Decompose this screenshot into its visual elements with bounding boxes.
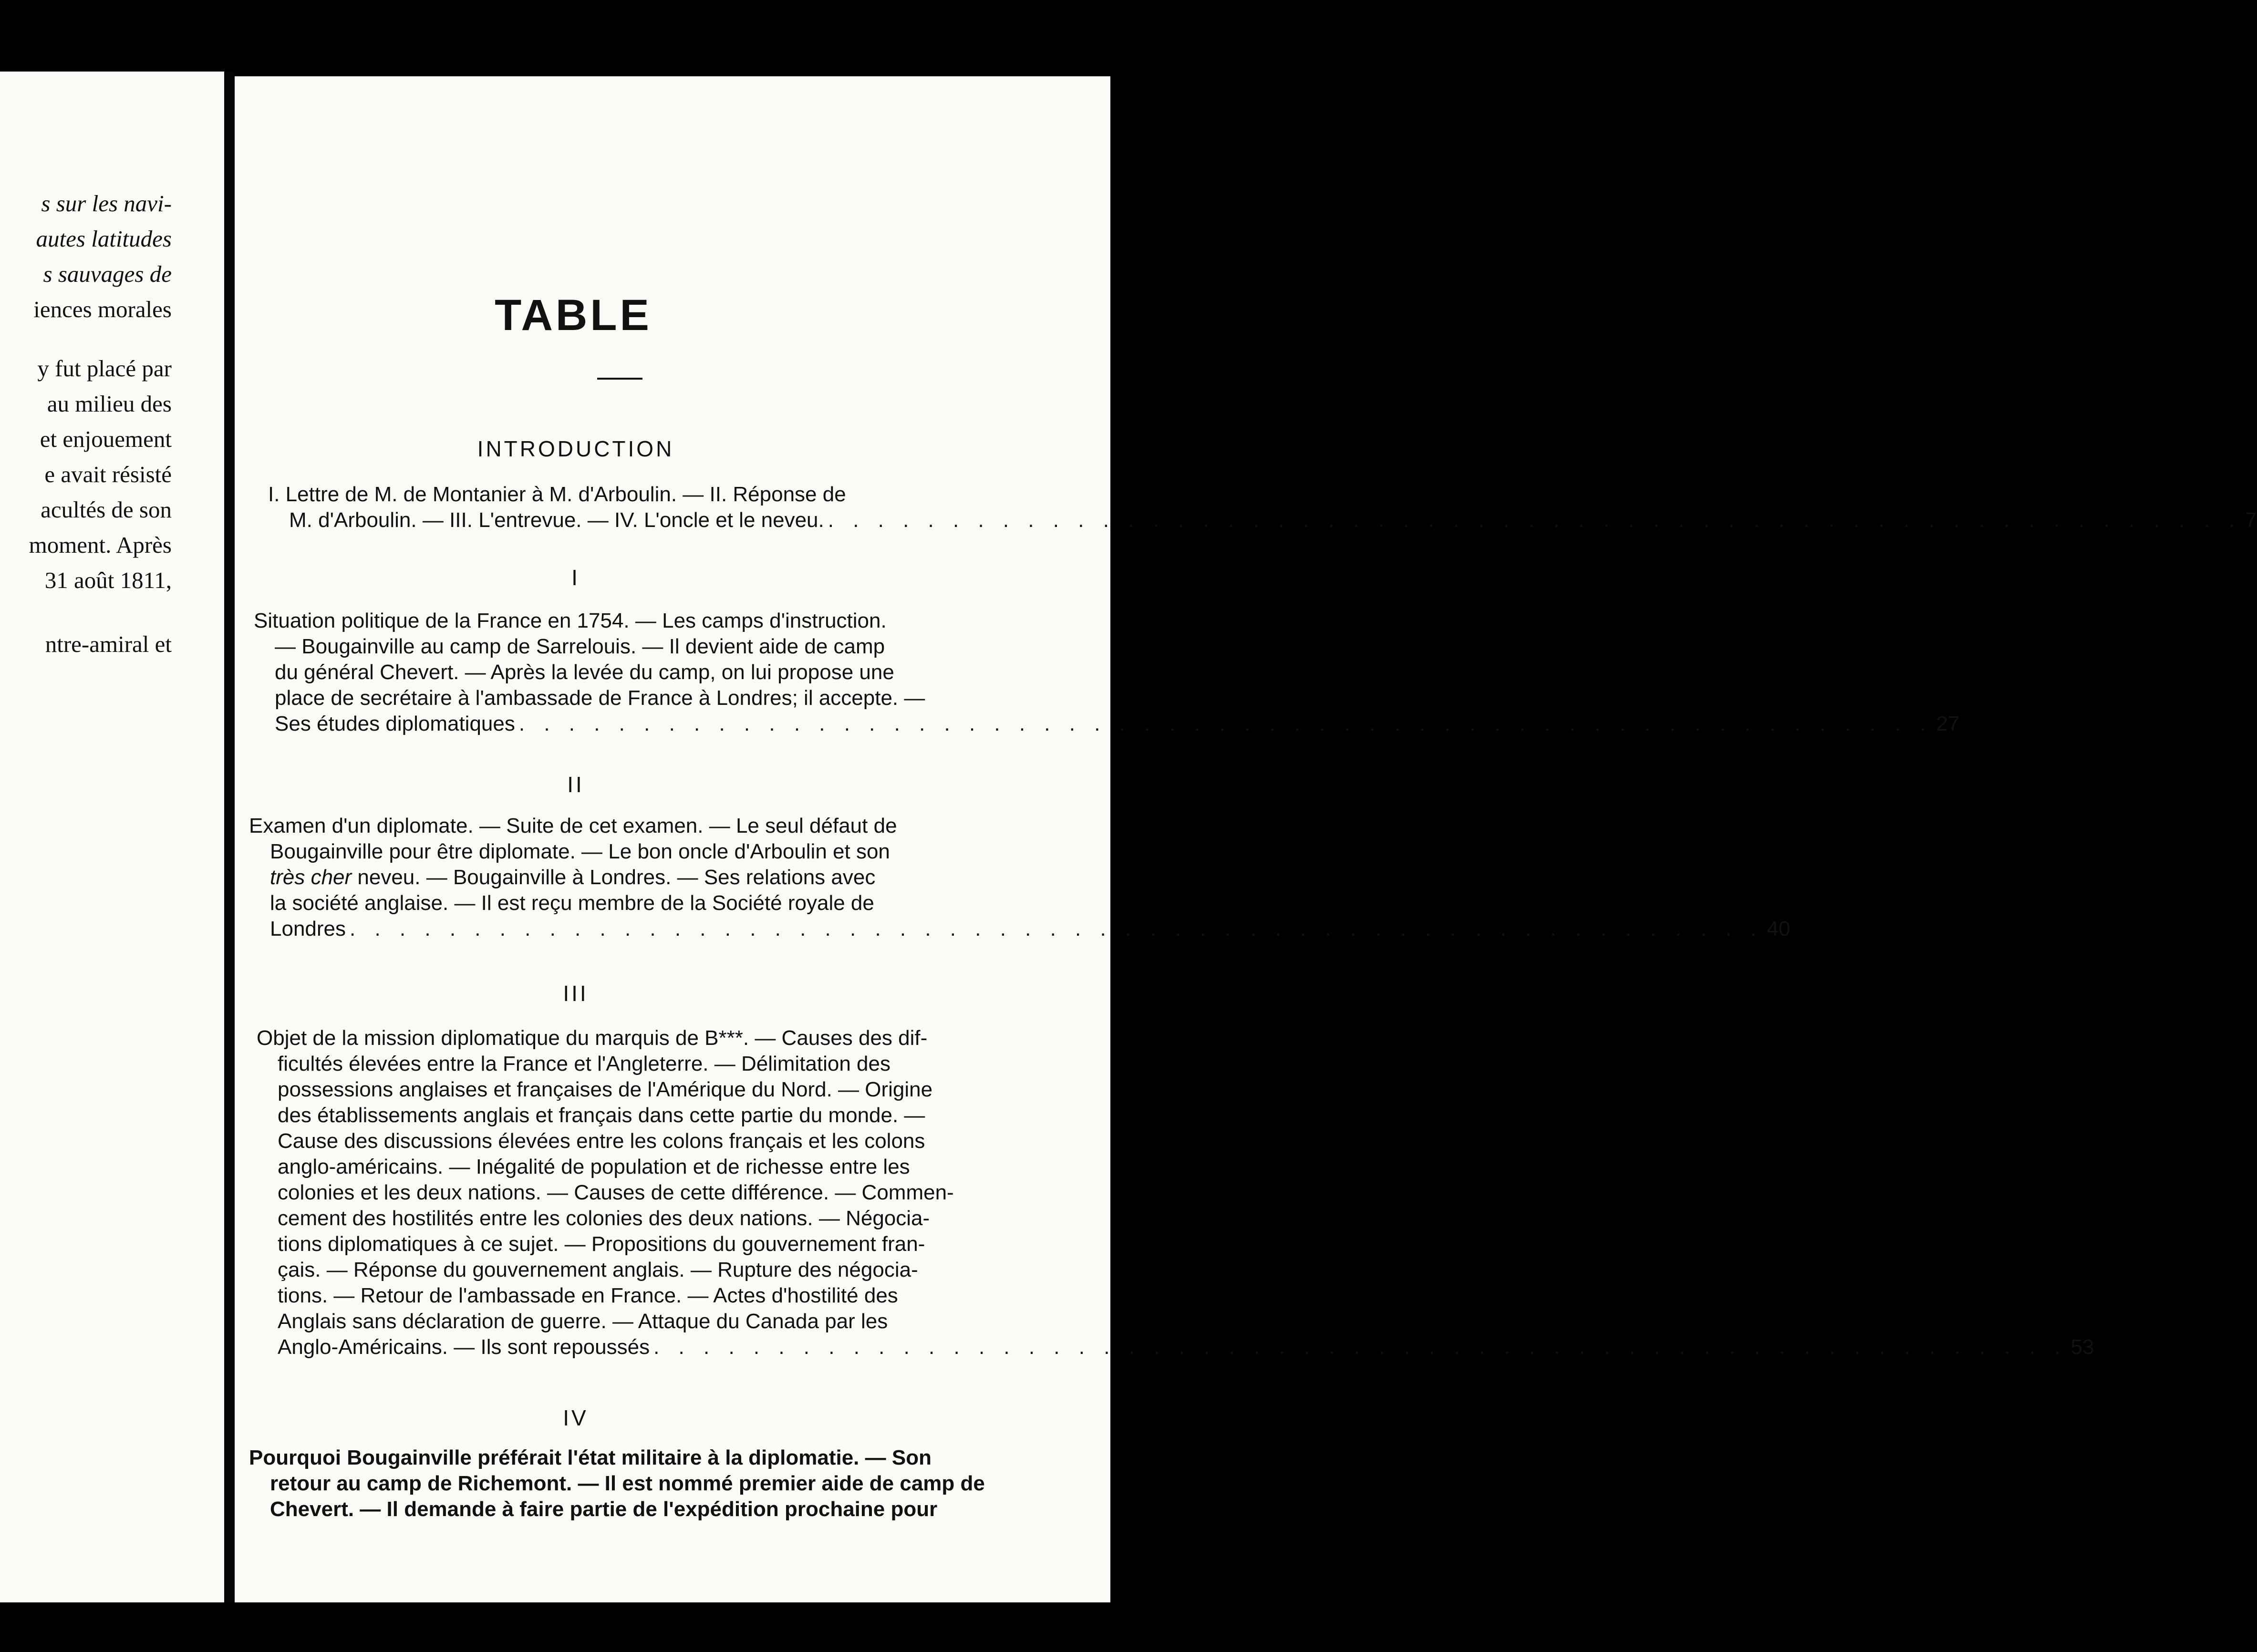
toc-text: des établissements anglais et français dans cette partie du monde. — bbox=[278, 1104, 925, 1127]
toc-line bbox=[254, 634, 1003, 660]
toc-text: anglo-américains. — Inégalité de population et de richesse entre les bbox=[278, 1155, 910, 1178]
toc-text: Londres bbox=[270, 917, 346, 940]
toc-line bbox=[257, 1051, 1002, 1077]
toc-line bbox=[249, 890, 998, 916]
previous-page-fragment bbox=[0, 72, 224, 1602]
toc-line bbox=[249, 916, 1791, 942]
toc-line bbox=[268, 482, 1017, 507]
toc-text: colonies et les deux nations. — Causes de cette différence. — Commen- bbox=[278, 1181, 954, 1204]
toc-entry-i bbox=[254, 608, 1960, 737]
toc-text: tions. — Retour de l'ambassade en France. — Actes d'hostilité des bbox=[278, 1284, 898, 1307]
section-heading-ii: II bbox=[567, 772, 584, 797]
toc-line bbox=[249, 813, 998, 839]
leader-dots: . . . . . . . . . . . . . . . . . . . . . . . . . . . . . . . . . . . . . . . . . . . . . . . . . . . . . . . . . bbox=[350, 917, 1763, 940]
toc-text: Chevert. — Il demande à faire partie de l'expédition prochaine pour bbox=[270, 1497, 938, 1521]
page-number: 40 bbox=[1767, 917, 1791, 940]
toc-line bbox=[254, 711, 1960, 737]
toc-text: possessions anglaises et françaises de l'Amérique du Nord. — Origine bbox=[278, 1078, 933, 1101]
title-rule bbox=[597, 378, 642, 380]
page-number: 7 bbox=[2245, 508, 2257, 532]
left-page-line: iences morales bbox=[33, 296, 172, 322]
toc-line bbox=[268, 507, 2257, 533]
toc-line bbox=[257, 1257, 1002, 1283]
toc-text: — Bougainville au camp de Sarrelouis. — Il devient aide de camp bbox=[275, 635, 885, 658]
left-page-line: autes latitudes bbox=[36, 226, 172, 252]
page-number: 27 bbox=[1936, 712, 1960, 735]
toc-entry-iv bbox=[249, 1445, 987, 1522]
toc-text: Ses études diplomatiques bbox=[275, 712, 515, 735]
toc-line bbox=[254, 608, 1003, 634]
toc-line bbox=[257, 1025, 1002, 1051]
toc-line bbox=[257, 1231, 1002, 1257]
toc-text: cement des hostilités entre les colonies des deux nations. — Négocia- bbox=[278, 1207, 930, 1230]
section-heading-iv: IV bbox=[563, 1405, 589, 1430]
book-gutter bbox=[224, 72, 235, 1602]
toc-line bbox=[257, 1077, 1002, 1103]
toc-line bbox=[249, 865, 998, 890]
left-page-line: au milieu des bbox=[47, 391, 172, 417]
toc-entry-introduction bbox=[268, 482, 2257, 533]
toc-text: neveu. — Bougainville à Londres. — Ses relations avec bbox=[352, 866, 876, 889]
toc-text: M. d'Arboulin. — III. L'entrevue. — IV. L'oncle et le neveu. bbox=[289, 508, 824, 532]
page-number: 53 bbox=[2071, 1335, 2094, 1359]
left-page-line: y fut placé par bbox=[37, 355, 172, 382]
toc-text: Objet de la mission diplomatique du marquis de B***. — Causes des dif- bbox=[257, 1026, 928, 1050]
toc-line bbox=[254, 660, 1003, 685]
toc-text: retour au camp de Richemont. — Il est nommé premier aide de camp de bbox=[270, 1472, 985, 1495]
left-page-line: 31 août 1811, bbox=[44, 567, 172, 593]
toc-text: Cause des discussions élevées entre les colons français et les colons bbox=[278, 1129, 925, 1153]
toc-line bbox=[257, 1180, 1002, 1206]
toc-line bbox=[254, 685, 1003, 711]
section-heading-i: I bbox=[571, 565, 580, 590]
left-page-line: moment. Après bbox=[29, 532, 172, 558]
left-page-line: ntre-amiral et bbox=[45, 631, 172, 657]
toc-text: du général Chevert. — Après la levée du camp, on lui propose une bbox=[275, 661, 894, 684]
left-page-line: acultés de son bbox=[41, 496, 172, 523]
toc-text: çais. — Réponse du gouvernement anglais. — Rupture des négocia- bbox=[278, 1258, 918, 1281]
toc-text: ficultés élevées entre la France et l'Angleterre. — Délimitation des bbox=[278, 1052, 891, 1075]
toc-line bbox=[257, 1334, 2094, 1360]
left-page-line: et enjouement bbox=[40, 426, 172, 452]
leader-dots: . . . . . . . . . . . . . . . . . . . . . . . . . . . . . . . . . . . . . . . . . . . . . . . . . . . . . . . . . bbox=[828, 508, 2242, 532]
toc-text: tions diplomatiques à ce sujet. — Propositions du gouvernement fran- bbox=[278, 1232, 925, 1256]
toc-line bbox=[257, 1283, 1002, 1309]
left-page-line: s sur les navi- bbox=[41, 190, 172, 217]
toc-text: place de secrétaire à l'ambassade de France à Londres; il accepte. — bbox=[275, 686, 925, 710]
toc-entry-ii bbox=[249, 813, 1791, 942]
toc-text: Examen d'un diplomate. — Suite de cet examen. — Le seul défaut de bbox=[249, 814, 897, 837]
leader-dots: . . . . . . . . . . . . . . . . . . . . . . . . . . . . . . . . . . . . . . . . . . . . . . . . . . . . . . . . . bbox=[653, 1335, 2067, 1359]
toc-text: la société anglaise. — Il est reçu membre de la Société royale de bbox=[270, 891, 874, 915]
toc-text: Pourquoi Bougainville préférait l'état militaire à la diplomatie. — Son bbox=[249, 1446, 932, 1469]
left-page-line: s sauvages de bbox=[43, 261, 172, 287]
toc-text: I. Lettre de M. de Montanier à M. d'Arboulin. — II. Réponse de bbox=[268, 483, 846, 506]
leader-dots: . . . . . . . . . . . . . . . . . . . . . . . . . . . . . . . . . . . . . . . . . . . . . . . . . . . . . . . . . bbox=[518, 712, 1933, 735]
toc-line bbox=[257, 1206, 1002, 1231]
table-of-contents-page bbox=[235, 76, 2257, 1602]
page-title: TABLE bbox=[495, 291, 652, 340]
toc-line bbox=[257, 1128, 1002, 1154]
toc-text: Bougainville pour être diplomate. — Le bon oncle d'Arboulin et son bbox=[270, 840, 890, 863]
toc-text: Anglais sans déclaration de guerre. — Attaque du Canada par les bbox=[278, 1310, 888, 1333]
toc-line bbox=[257, 1103, 1002, 1128]
toc-line bbox=[249, 1471, 987, 1497]
toc-line bbox=[257, 1154, 1002, 1180]
toc-text: Anglo-Américains. — Ils sont repoussés bbox=[278, 1335, 650, 1359]
toc-line bbox=[257, 1309, 1002, 1334]
toc-text: Situation politique de la France en 1754. — Les camps d'instruction. bbox=[254, 609, 887, 632]
toc-line bbox=[249, 1497, 987, 1522]
toc-entry-iii bbox=[257, 1025, 2094, 1360]
toc-text-italic: très cher bbox=[270, 866, 352, 889]
section-heading-iii: III bbox=[563, 981, 589, 1006]
section-heading-introduction: INTRODUCTION bbox=[477, 436, 674, 461]
toc-line bbox=[249, 839, 998, 865]
left-page-line: e avait résisté bbox=[44, 461, 172, 487]
toc-line bbox=[249, 1445, 987, 1471]
